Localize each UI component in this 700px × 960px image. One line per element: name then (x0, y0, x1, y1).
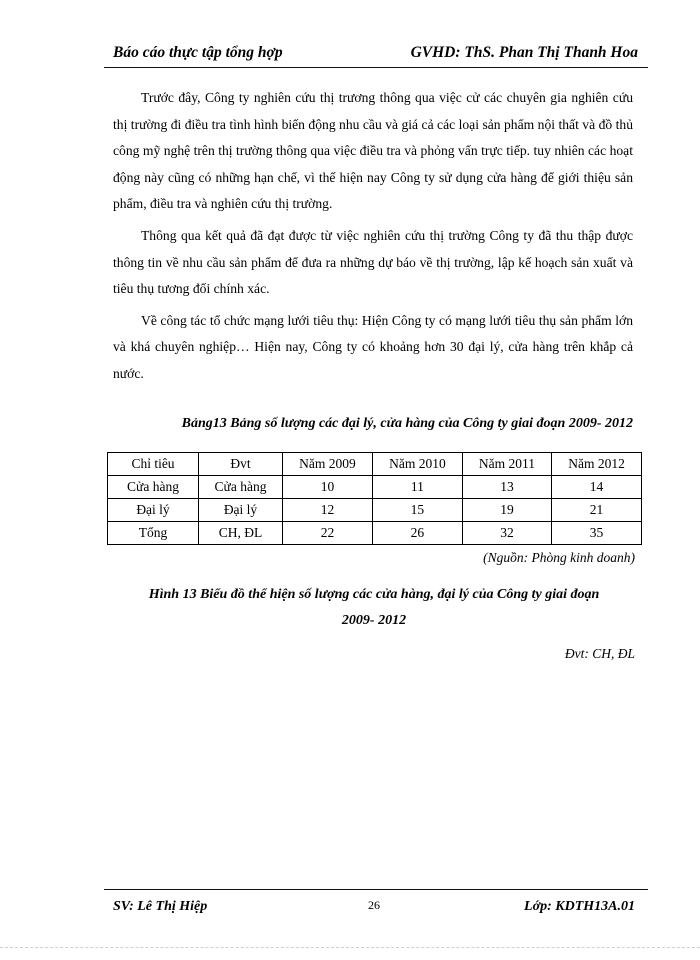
table-header-cell: Năm 2010 (372, 453, 462, 476)
table-header-cell: Chỉ tiêu (108, 453, 199, 476)
table-cell: 19 (462, 499, 551, 522)
table-cell: 13 (462, 476, 551, 499)
table-cell: 35 (552, 522, 642, 545)
figure-caption-line: 2009- 2012 (341, 613, 407, 628)
paragraph: Về công tác tổ chức mạng lưới tiêu thụ: Hiện Công ty có mạng lưới tiêu thụ sản phẩm lớn và khá chuyên nghiệp… Hiện nay, Công ty có khoảng hơn 30 đại lý, cửa hàng trên khắp cả nước. (113, 312, 633, 381)
figure-caption (113, 582, 635, 634)
table-row (108, 499, 642, 522)
figure-caption-line: Hình 13 Biểu đồ thể hiện số lượng các cửa hàng, đại lý của Công ty giai đoạn (148, 587, 600, 602)
body-text (113, 85, 633, 393)
table-cell: 21 (552, 499, 642, 522)
header-divider (104, 67, 648, 68)
table-cell: CH, ĐL (199, 522, 283, 545)
table-cell: 15 (372, 499, 462, 522)
header-report-title: Báo cáo thực tập tổng hợp (113, 44, 283, 61)
table-header-row (108, 453, 642, 476)
table-cell: 22 (283, 522, 373, 545)
table-cell: Cửa hàng (199, 476, 283, 499)
table-row (108, 476, 642, 499)
table-cell: Đại lý (199, 499, 283, 522)
table-header-cell: Năm 2009 (283, 453, 373, 476)
figure-unit: Đvt: CH, ĐL (564, 646, 635, 661)
footer-student: SV: Lê Thị Hiệp (113, 899, 208, 914)
footer-class: Lớp: KDTH13A.01 (524, 899, 635, 914)
table-cell: Đại lý (108, 499, 199, 522)
table-source: (Nguồn: Phòng kinh doanh) (483, 550, 635, 565)
paragraph: Trước đây, Công ty nghiên cứu thị trương thông qua việc cử các chuyên gia nghiên cứu thị trường đi điều tra tình hình biến động nhu cầu và giá cả các loại sản phẩm nội thất và đồ thủ công mỹ nghệ trên thị trường thông qua việc điều tra và phỏng vấn trực tiếp. tuy nhiên các hoạt động này cũng có những hạn chế, vì thế hiện nay Công ty sử dụng cửa hàng để giới thiệu sản phẩm, điều tra và nghiên cứu thị trường. (113, 90, 633, 212)
table-cell: Cửa hàng (108, 476, 199, 499)
table-header-cell: Năm 2011 (462, 453, 551, 476)
table-row (108, 522, 642, 545)
table-cell: Tổng (108, 522, 199, 545)
table-cell: 26 (372, 522, 462, 545)
table-cell: 10 (283, 476, 373, 499)
stores-agents-table (107, 452, 642, 545)
table-cell: 14 (552, 476, 642, 499)
table-cell: 11 (372, 476, 462, 499)
page-number: 26 (368, 898, 380, 912)
paragraph: Thông qua kết quả đã đạt được từ việc nghiên cứu thị trường Công ty đã thu thập được thông tin về nhu cầu sản phẩm để đưa ra những dự báo về thị trường, lập kế hoạch sản xuất và tiêu thụ tương đối chính xác. (113, 227, 633, 297)
table-caption: Bảng13 Bảng số lượng các đại lý, cửa hàng của Công ty giai đoạn 2009- 2012 (181, 416, 633, 431)
header-supervisor: GVHD: ThS. Phan Thị Thanh Hoa (410, 44, 638, 61)
table-cell: 32 (462, 522, 551, 545)
table-header-cell: Đvt (199, 453, 283, 476)
footer-divider (104, 889, 648, 890)
page-edge (0, 947, 700, 948)
table-header-cell: Năm 2012 (552, 453, 642, 476)
table-cell: 12 (283, 499, 373, 522)
